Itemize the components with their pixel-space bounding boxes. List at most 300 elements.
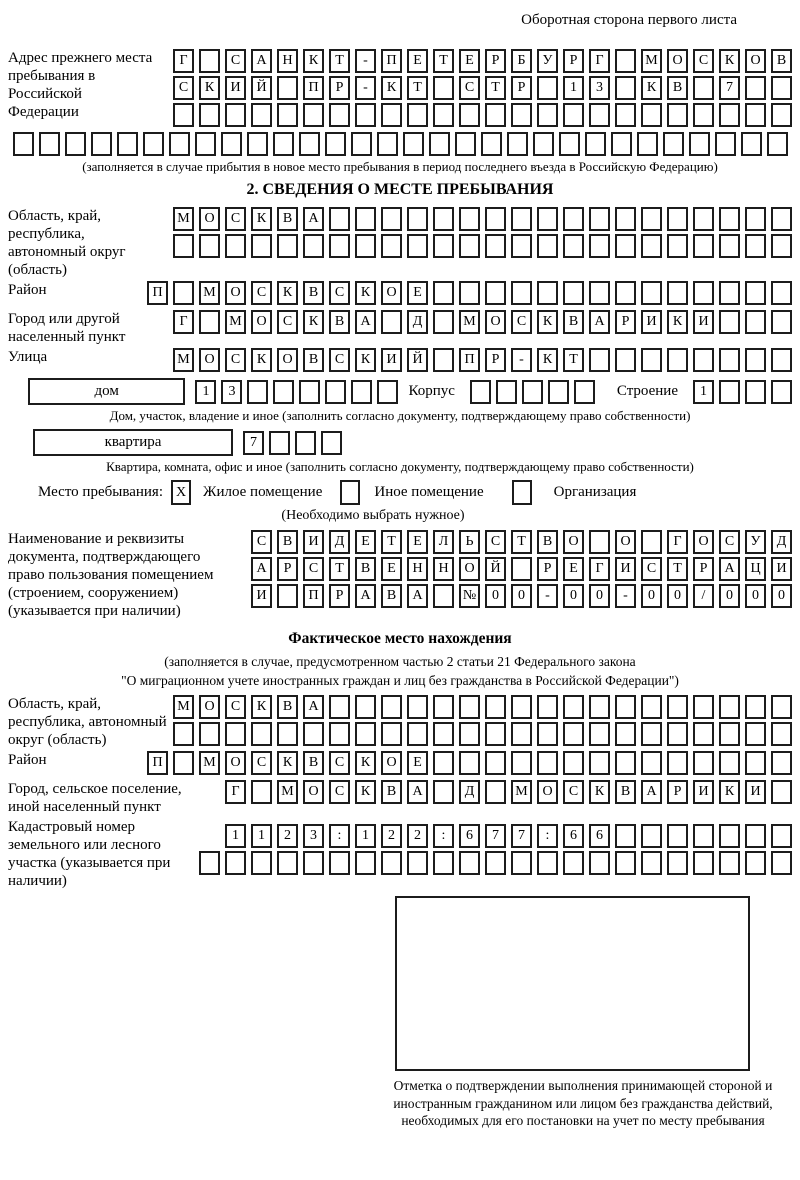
char-cell[interactable]: [615, 695, 636, 719]
char-cell[interactable]: [719, 234, 740, 258]
char-cell[interactable]: Г: [589, 557, 610, 581]
char-cell[interactable]: [251, 722, 272, 746]
char-cell[interactable]: 1: [195, 380, 216, 404]
char-cell[interactable]: О: [693, 530, 714, 554]
char-cell[interactable]: [693, 281, 714, 305]
char-cell[interactable]: П: [303, 76, 324, 100]
char-cell[interactable]: У: [537, 49, 558, 73]
char-cell[interactable]: :: [537, 824, 558, 848]
char-cell[interactable]: [745, 851, 766, 875]
char-cell[interactable]: [485, 695, 506, 719]
char-cell[interactable]: 0: [563, 584, 584, 608]
char-cell[interactable]: С: [329, 751, 350, 775]
char-cell[interactable]: [455, 132, 476, 156]
char-cell[interactable]: Н: [407, 557, 428, 581]
char-cell[interactable]: [407, 103, 428, 127]
char-cell[interactable]: С: [173, 76, 194, 100]
char-cell[interactable]: [693, 234, 714, 258]
char-cell[interactable]: К: [355, 780, 376, 804]
char-cell[interactable]: [667, 103, 688, 127]
char-cell[interactable]: [615, 348, 636, 372]
char-cell[interactable]: [433, 207, 454, 231]
char-cell[interactable]: [641, 722, 662, 746]
char-cell[interactable]: Т: [329, 49, 350, 73]
char-cell[interactable]: С: [485, 530, 506, 554]
char-cell[interactable]: В: [303, 348, 324, 372]
char-cell[interactable]: М: [277, 780, 298, 804]
char-cell[interactable]: 7: [719, 76, 740, 100]
char-cell[interactable]: [611, 132, 632, 156]
char-cell[interactable]: И: [693, 310, 714, 334]
char-cell[interactable]: [381, 207, 402, 231]
char-cell[interactable]: [511, 207, 532, 231]
char-cell[interactable]: [641, 824, 662, 848]
char-cell[interactable]: Е: [355, 530, 376, 554]
char-cell[interactable]: [719, 348, 740, 372]
char-cell[interactable]: Д: [459, 780, 480, 804]
char-cell[interactable]: Е: [459, 49, 480, 73]
char-cell[interactable]: 7: [485, 824, 506, 848]
char-cell[interactable]: К: [303, 49, 324, 73]
char-cell[interactable]: [563, 851, 584, 875]
char-cell[interactable]: [771, 310, 792, 334]
char-cell[interactable]: [745, 380, 766, 404]
char-cell[interactable]: О: [563, 530, 584, 554]
char-cell[interactable]: 0: [771, 584, 792, 608]
char-cell[interactable]: [169, 132, 190, 156]
char-cell[interactable]: [522, 380, 543, 404]
char-cell[interactable]: [745, 76, 766, 100]
char-cell[interactable]: [199, 49, 220, 73]
char-cell[interactable]: [329, 207, 350, 231]
char-cell[interactable]: [403, 132, 424, 156]
char-cell[interactable]: [771, 380, 792, 404]
char-cell[interactable]: [407, 722, 428, 746]
char-cell[interactable]: [269, 431, 290, 455]
char-cell[interactable]: [693, 76, 714, 100]
char-cell[interactable]: [277, 76, 298, 100]
char-cell[interactable]: [715, 132, 736, 156]
char-cell[interactable]: [667, 234, 688, 258]
char-cell[interactable]: [693, 695, 714, 719]
char-cell[interactable]: [355, 695, 376, 719]
char-cell[interactable]: Т: [511, 530, 532, 554]
char-cell[interactable]: Р: [563, 49, 584, 73]
char-cell[interactable]: С: [641, 557, 662, 581]
char-cell[interactable]: [537, 751, 558, 775]
char-cell[interactable]: О: [303, 780, 324, 804]
char-cell[interactable]: Р: [667, 780, 688, 804]
checkbox-residential[interactable]: X: [171, 480, 191, 505]
char-cell[interactable]: [641, 530, 662, 554]
char-cell[interactable]: И: [771, 557, 792, 581]
char-cell[interactable]: 1: [563, 76, 584, 100]
char-cell[interactable]: [433, 310, 454, 334]
char-cell[interactable]: [496, 380, 517, 404]
char-cell[interactable]: [719, 380, 740, 404]
char-cell[interactable]: 7: [511, 824, 532, 848]
char-cell[interactable]: 0: [667, 584, 688, 608]
char-cell[interactable]: [355, 722, 376, 746]
checkbox-other-premises[interactable]: [340, 480, 360, 505]
char-cell[interactable]: 1: [251, 824, 272, 848]
char-cell[interactable]: [91, 132, 112, 156]
char-cell[interactable]: 6: [589, 824, 610, 848]
char-cell[interactable]: [667, 722, 688, 746]
char-cell[interactable]: [303, 103, 324, 127]
char-cell[interactable]: Р: [329, 584, 350, 608]
char-cell[interactable]: М: [173, 207, 194, 231]
char-cell[interactable]: [615, 751, 636, 775]
char-cell[interactable]: [195, 132, 216, 156]
char-cell[interactable]: [585, 132, 606, 156]
char-cell[interactable]: С: [251, 281, 272, 305]
char-cell[interactable]: [589, 234, 610, 258]
char-cell[interactable]: [719, 824, 740, 848]
char-cell[interactable]: С: [251, 530, 272, 554]
char-cell[interactable]: [377, 380, 398, 404]
char-cell[interactable]: [481, 132, 502, 156]
char-cell[interactable]: [719, 751, 740, 775]
char-cell[interactable]: М: [199, 281, 220, 305]
char-cell[interactable]: [225, 722, 246, 746]
char-cell[interactable]: Е: [407, 49, 428, 73]
char-cell[interactable]: [615, 207, 636, 231]
char-cell[interactable]: [771, 76, 792, 100]
char-cell[interactable]: О: [381, 751, 402, 775]
char-cell[interactable]: Ц: [745, 557, 766, 581]
char-cell[interactable]: [537, 851, 558, 875]
char-cell[interactable]: О: [199, 207, 220, 231]
char-cell[interactable]: [295, 431, 316, 455]
char-cell[interactable]: Д: [771, 530, 792, 554]
char-cell[interactable]: [355, 207, 376, 231]
char-cell[interactable]: [589, 207, 610, 231]
char-cell[interactable]: [641, 751, 662, 775]
char-cell[interactable]: [719, 695, 740, 719]
char-cell[interactable]: [745, 751, 766, 775]
char-cell[interactable]: [173, 751, 194, 775]
char-cell[interactable]: О: [485, 310, 506, 334]
char-cell[interactable]: М: [173, 348, 194, 372]
char-cell[interactable]: Й: [485, 557, 506, 581]
char-cell[interactable]: [433, 584, 454, 608]
char-cell[interactable]: [459, 103, 480, 127]
char-cell[interactable]: Б: [511, 49, 532, 73]
char-cell[interactable]: К: [251, 348, 272, 372]
char-cell[interactable]: [641, 281, 662, 305]
char-cell[interactable]: [563, 751, 584, 775]
char-cell[interactable]: Г: [589, 49, 610, 73]
char-cell[interactable]: [615, 281, 636, 305]
char-cell[interactable]: [537, 234, 558, 258]
char-cell[interactable]: [173, 722, 194, 746]
char-cell[interactable]: С: [225, 49, 246, 73]
char-cell[interactable]: [663, 132, 684, 156]
char-cell[interactable]: Р: [615, 310, 636, 334]
char-cell[interactable]: [433, 76, 454, 100]
char-cell[interactable]: И: [225, 76, 246, 100]
char-cell[interactable]: [615, 722, 636, 746]
char-cell[interactable]: К: [277, 281, 298, 305]
char-cell[interactable]: [719, 851, 740, 875]
char-cell[interactable]: [511, 751, 532, 775]
char-cell[interactable]: М: [199, 751, 220, 775]
char-cell[interactable]: К: [719, 49, 740, 73]
char-cell[interactable]: [589, 103, 610, 127]
char-cell[interactable]: [563, 722, 584, 746]
char-cell[interactable]: [407, 851, 428, 875]
char-cell[interactable]: Р: [537, 557, 558, 581]
char-cell[interactable]: [199, 851, 220, 875]
checkbox-organization[interactable]: [512, 480, 532, 505]
char-cell[interactable]: Е: [407, 530, 428, 554]
char-cell[interactable]: [433, 851, 454, 875]
char-cell[interactable]: А: [355, 310, 376, 334]
char-cell[interactable]: :: [433, 824, 454, 848]
char-cell[interactable]: 2: [381, 824, 402, 848]
char-cell[interactable]: [615, 49, 636, 73]
char-cell[interactable]: А: [719, 557, 740, 581]
char-cell[interactable]: 0: [589, 584, 610, 608]
char-cell[interactable]: [693, 103, 714, 127]
char-cell[interactable]: В: [381, 584, 402, 608]
char-cell[interactable]: О: [199, 695, 220, 719]
char-cell[interactable]: [507, 132, 528, 156]
char-cell[interactable]: [693, 824, 714, 848]
char-cell[interactable]: С: [563, 780, 584, 804]
char-cell[interactable]: [433, 281, 454, 305]
char-cell[interactable]: [277, 722, 298, 746]
char-cell[interactable]: [745, 348, 766, 372]
char-cell[interactable]: [533, 132, 554, 156]
char-cell[interactable]: Е: [563, 557, 584, 581]
char-cell[interactable]: [459, 695, 480, 719]
char-cell[interactable]: [537, 103, 558, 127]
char-cell[interactable]: [641, 234, 662, 258]
char-cell[interactable]: Г: [173, 49, 194, 73]
char-cell[interactable]: [615, 824, 636, 848]
char-cell[interactable]: [485, 851, 506, 875]
char-cell[interactable]: К: [199, 76, 220, 100]
char-cell[interactable]: [251, 780, 272, 804]
char-cell[interactable]: А: [407, 780, 428, 804]
char-cell[interactable]: [485, 751, 506, 775]
char-cell[interactable]: Р: [329, 76, 350, 100]
char-cell[interactable]: [745, 281, 766, 305]
char-cell[interactable]: [641, 207, 662, 231]
char-cell[interactable]: [173, 103, 194, 127]
char-cell[interactable]: [667, 824, 688, 848]
char-cell[interactable]: [745, 310, 766, 334]
char-cell[interactable]: [511, 281, 532, 305]
char-cell[interactable]: М: [511, 780, 532, 804]
char-cell[interactable]: [485, 722, 506, 746]
char-cell[interactable]: :: [329, 824, 350, 848]
char-cell[interactable]: Т: [381, 530, 402, 554]
char-cell[interactable]: [381, 234, 402, 258]
char-cell[interactable]: [745, 103, 766, 127]
char-cell[interactable]: [325, 380, 346, 404]
char-cell[interactable]: [433, 751, 454, 775]
char-cell[interactable]: [641, 695, 662, 719]
char-cell[interactable]: [719, 722, 740, 746]
char-cell[interactable]: [485, 281, 506, 305]
char-cell[interactable]: 3: [589, 76, 610, 100]
char-cell[interactable]: [563, 281, 584, 305]
char-cell[interactable]: [329, 851, 350, 875]
char-cell[interactable]: [273, 132, 294, 156]
char-cell[interactable]: Д: [407, 310, 428, 334]
char-cell[interactable]: [277, 234, 298, 258]
char-cell[interactable]: [589, 751, 610, 775]
char-cell[interactable]: [511, 234, 532, 258]
char-cell[interactable]: О: [459, 557, 480, 581]
char-cell[interactable]: Т: [433, 49, 454, 73]
char-cell[interactable]: [548, 380, 569, 404]
char-cell[interactable]: [433, 780, 454, 804]
char-cell[interactable]: [745, 695, 766, 719]
char-cell[interactable]: М: [225, 310, 246, 334]
char-cell[interactable]: [117, 132, 138, 156]
char-cell[interactable]: [247, 380, 268, 404]
char-cell[interactable]: [225, 234, 246, 258]
char-cell[interactable]: 0: [745, 584, 766, 608]
char-cell[interactable]: [637, 132, 658, 156]
char-cell[interactable]: П: [147, 751, 168, 775]
char-cell[interactable]: 7: [243, 431, 264, 455]
char-cell[interactable]: [299, 132, 320, 156]
char-cell[interactable]: [321, 431, 342, 455]
char-cell[interactable]: В: [329, 310, 350, 334]
char-cell[interactable]: И: [745, 780, 766, 804]
char-cell[interactable]: [537, 695, 558, 719]
char-cell[interactable]: [771, 348, 792, 372]
char-cell[interactable]: [199, 310, 220, 334]
char-cell[interactable]: Н: [433, 557, 454, 581]
char-cell[interactable]: Е: [407, 281, 428, 305]
char-cell[interactable]: [559, 132, 580, 156]
char-cell[interactable]: [667, 695, 688, 719]
char-cell[interactable]: К: [537, 348, 558, 372]
char-cell[interactable]: К: [381, 76, 402, 100]
char-cell[interactable]: 1: [225, 824, 246, 848]
char-cell[interactable]: В: [277, 207, 298, 231]
char-cell[interactable]: В: [615, 780, 636, 804]
char-cell[interactable]: [351, 132, 372, 156]
char-cell[interactable]: [771, 722, 792, 746]
char-cell[interactable]: [719, 207, 740, 231]
char-cell[interactable]: [433, 103, 454, 127]
char-cell[interactable]: [745, 207, 766, 231]
char-cell[interactable]: [407, 207, 428, 231]
char-cell[interactable]: В: [563, 310, 584, 334]
char-cell[interactable]: В: [537, 530, 558, 554]
char-cell[interactable]: [381, 695, 402, 719]
char-cell[interactable]: К: [667, 310, 688, 334]
char-cell[interactable]: С: [719, 530, 740, 554]
char-cell[interactable]: В: [667, 76, 688, 100]
char-cell[interactable]: [433, 234, 454, 258]
char-cell[interactable]: И: [381, 348, 402, 372]
char-cell[interactable]: [771, 851, 792, 875]
char-cell[interactable]: У: [745, 530, 766, 554]
char-cell[interactable]: К: [641, 76, 662, 100]
char-cell[interactable]: [693, 722, 714, 746]
char-cell[interactable]: [589, 851, 610, 875]
char-cell[interactable]: [143, 132, 164, 156]
char-cell[interactable]: М: [641, 49, 662, 73]
char-cell[interactable]: [485, 780, 506, 804]
char-cell[interactable]: [641, 348, 662, 372]
char-cell[interactable]: [459, 281, 480, 305]
char-cell[interactable]: [381, 103, 402, 127]
char-cell[interactable]: -: [355, 49, 376, 73]
char-cell[interactable]: [381, 722, 402, 746]
char-cell[interactable]: [433, 348, 454, 372]
char-cell[interactable]: К: [537, 310, 558, 334]
char-cell[interactable]: 0: [719, 584, 740, 608]
char-cell[interactable]: М: [173, 695, 194, 719]
char-cell[interactable]: [377, 132, 398, 156]
char-cell[interactable]: Т: [563, 348, 584, 372]
char-cell[interactable]: [303, 722, 324, 746]
char-cell[interactable]: П: [459, 348, 480, 372]
char-cell[interactable]: 6: [459, 824, 480, 848]
char-cell[interactable]: Г: [225, 780, 246, 804]
char-cell[interactable]: А: [355, 584, 376, 608]
char-cell[interactable]: Е: [381, 557, 402, 581]
char-cell[interactable]: [511, 557, 532, 581]
char-cell[interactable]: [563, 695, 584, 719]
char-cell[interactable]: С: [329, 780, 350, 804]
char-cell[interactable]: О: [745, 49, 766, 73]
char-cell[interactable]: [589, 695, 610, 719]
char-cell[interactable]: Р: [485, 348, 506, 372]
char-cell[interactable]: [537, 76, 558, 100]
char-cell[interactable]: В: [277, 695, 298, 719]
char-cell[interactable]: В: [277, 530, 298, 554]
char-cell[interactable]: С: [329, 281, 350, 305]
char-cell[interactable]: [39, 132, 60, 156]
char-cell[interactable]: [459, 751, 480, 775]
char-cell[interactable]: Р: [277, 557, 298, 581]
char-cell[interactable]: -: [511, 348, 532, 372]
char-cell[interactable]: [277, 103, 298, 127]
char-cell[interactable]: [693, 207, 714, 231]
char-cell[interactable]: [199, 722, 220, 746]
char-cell[interactable]: С: [693, 49, 714, 73]
char-cell[interactable]: [667, 851, 688, 875]
char-cell[interactable]: Н: [277, 49, 298, 73]
char-cell[interactable]: [199, 234, 220, 258]
char-cell[interactable]: 1: [355, 824, 376, 848]
char-cell[interactable]: [589, 722, 610, 746]
char-cell[interactable]: А: [641, 780, 662, 804]
char-cell[interactable]: [470, 380, 491, 404]
char-cell[interactable]: И: [641, 310, 662, 334]
char-cell[interactable]: [511, 851, 532, 875]
char-cell[interactable]: Р: [485, 49, 506, 73]
char-cell[interactable]: [641, 103, 662, 127]
char-cell[interactable]: Й: [251, 76, 272, 100]
char-cell[interactable]: [459, 234, 480, 258]
char-cell[interactable]: [65, 132, 86, 156]
char-cell[interactable]: И: [251, 584, 272, 608]
char-cell[interactable]: [273, 380, 294, 404]
char-cell[interactable]: [433, 695, 454, 719]
char-cell[interactable]: И: [693, 780, 714, 804]
